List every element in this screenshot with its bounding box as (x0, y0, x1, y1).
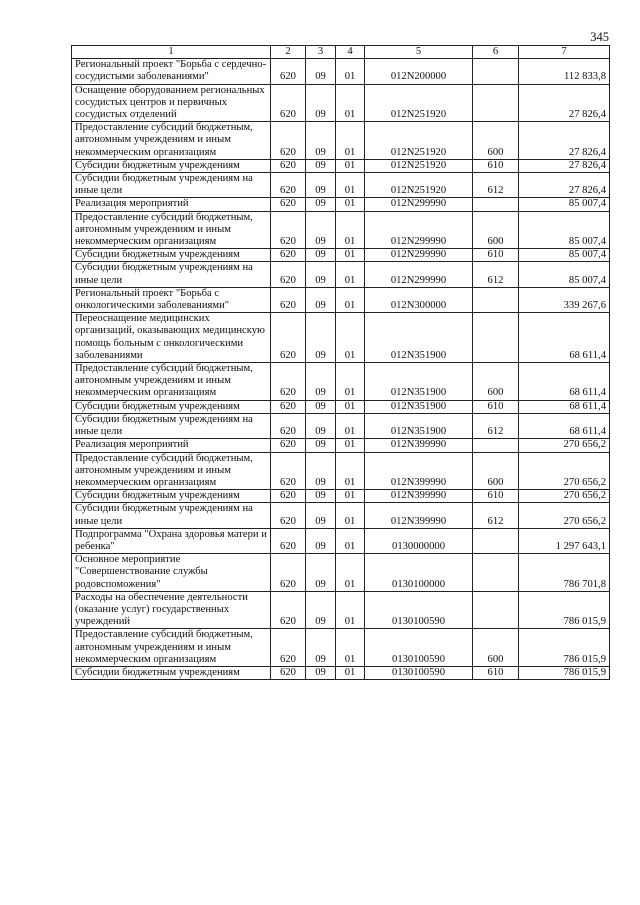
amount-cell: 786 015,9 (519, 666, 610, 679)
table-row (72, 363, 610, 401)
target-article-cell: 012N299990 (365, 211, 473, 249)
target-article-cell: 012N399990 (365, 490, 473, 503)
amount-cell: 786 701,8 (519, 554, 610, 592)
section-code-cell: 09 (306, 59, 336, 84)
subsection-code-cell: 01 (336, 59, 365, 84)
expense-type-cell: 612 (473, 262, 519, 287)
expense-type-cell (473, 554, 519, 592)
subsection-code-cell: 01 (336, 490, 365, 503)
amount-cell: 27 826,4 (519, 159, 610, 172)
subsection-code-cell: 01 (336, 173, 365, 198)
section-code-cell: 09 (306, 591, 336, 629)
table-row (72, 413, 610, 438)
target-article-cell: 012N351900 (365, 313, 473, 363)
row-name-cell: Предоставление субсидий бюджетным, автономным учреждениям и иным некоммерческим организациям (72, 122, 271, 160)
section-code-cell: 09 (306, 400, 336, 413)
section-code-cell: 09 (306, 287, 336, 312)
expense-type-cell: 600 (473, 211, 519, 249)
ministry-code-cell: 620 (271, 59, 306, 84)
table-row (72, 262, 610, 287)
subsection-code-cell: 01 (336, 249, 365, 262)
expense-type-cell (473, 84, 519, 122)
amount-cell: 68 611,4 (519, 400, 610, 413)
subsection-code-cell: 01 (336, 439, 365, 452)
amount-cell: 27 826,4 (519, 173, 610, 198)
subsection-code-cell: 01 (336, 591, 365, 629)
target-article-cell: 012N351900 (365, 413, 473, 438)
amount-cell: 1 297 643,1 (519, 528, 610, 553)
target-article-cell: 012N299990 (365, 198, 473, 211)
ministry-code-cell: 620 (271, 439, 306, 452)
subsection-code-cell: 01 (336, 363, 365, 401)
section-code-cell: 09 (306, 198, 336, 211)
row-name-cell: Подпрограмма "Охрана здоровья матери и ребенка" (72, 528, 271, 553)
expense-type-cell: 610 (473, 400, 519, 413)
section-code-cell: 09 (306, 629, 336, 667)
expense-type-cell (473, 528, 519, 553)
table-row (72, 159, 610, 172)
subsection-code-cell: 01 (336, 122, 365, 160)
section-code-cell: 09 (306, 452, 336, 490)
subsection-code-cell: 01 (336, 211, 365, 249)
subsection-code-cell: 01 (336, 413, 365, 438)
amount-cell: 27 826,4 (519, 84, 610, 122)
table-row (72, 528, 610, 553)
amount-cell: 85 007,4 (519, 198, 610, 211)
header-cell: 6 (473, 46, 519, 59)
row-name-cell: Региональный проект "Борьба с сердечно-сосудистыми заболеваниями" (72, 59, 271, 84)
subsection-code-cell: 01 (336, 287, 365, 312)
section-code-cell: 09 (306, 666, 336, 679)
ministry-code-cell: 620 (271, 159, 306, 172)
subsection-code-cell: 01 (336, 262, 365, 287)
amount-cell: 270 656,2 (519, 439, 610, 452)
table-row (72, 59, 610, 84)
table-row (72, 503, 610, 528)
target-article-cell: 012N399990 (365, 452, 473, 490)
subsection-code-cell: 01 (336, 503, 365, 528)
table-row (72, 554, 610, 592)
subsection-code-cell: 01 (336, 666, 365, 679)
expense-type-cell (473, 591, 519, 629)
header-cell: 7 (519, 46, 610, 59)
expense-type-cell: 612 (473, 413, 519, 438)
expense-type-cell: 612 (473, 173, 519, 198)
section-code-cell: 09 (306, 413, 336, 438)
ministry-code-cell: 620 (271, 528, 306, 553)
row-name-cell: Предоставление субсидий бюджетным, автономным учреждениям и иным некоммерческим организациям (72, 363, 271, 401)
table-row (72, 629, 610, 667)
target-article-cell: 012N351900 (365, 400, 473, 413)
table-row (72, 84, 610, 122)
ministry-code-cell: 620 (271, 262, 306, 287)
ministry-code-cell: 620 (271, 211, 306, 249)
target-article-cell: 012N399990 (365, 503, 473, 528)
ministry-code-cell: 620 (271, 400, 306, 413)
table-row (72, 400, 610, 413)
subsection-code-cell: 01 (336, 84, 365, 122)
subsection-code-cell: 01 (336, 400, 365, 413)
header-cell: 2 (271, 46, 306, 59)
section-code-cell: 09 (306, 439, 336, 452)
row-name-cell: Предоставление субсидий бюджетным, автономным учреждениям и иным некоммерческим организациям (72, 211, 271, 249)
ministry-code-cell: 620 (271, 591, 306, 629)
row-name-cell: Субсидии бюджетным учреждениям (72, 159, 271, 172)
expense-type-cell (473, 313, 519, 363)
ministry-code-cell: 620 (271, 363, 306, 401)
amount-cell: 68 611,4 (519, 363, 610, 401)
table-row (72, 198, 610, 211)
table-row (72, 490, 610, 503)
amount-cell: 27 826,4 (519, 122, 610, 160)
subsection-code-cell: 01 (336, 452, 365, 490)
page-number: 345 (590, 30, 609, 44)
subsection-code-cell: 01 (336, 198, 365, 211)
subsection-code-cell: 01 (336, 554, 365, 592)
row-name-cell: Субсидии бюджетным учреждениям (72, 490, 271, 503)
subsection-code-cell: 01 (336, 159, 365, 172)
ministry-code-cell: 620 (271, 313, 306, 363)
target-article-cell: 0130100590 (365, 591, 473, 629)
header-cell: 4 (336, 46, 365, 59)
subsection-code-cell: 01 (336, 629, 365, 667)
target-article-cell: 012N399990 (365, 439, 473, 452)
header-cell: 5 (365, 46, 473, 59)
table-row (72, 439, 610, 452)
ministry-code-cell: 620 (271, 666, 306, 679)
amount-cell: 270 656,2 (519, 490, 610, 503)
amount-cell: 85 007,4 (519, 211, 610, 249)
target-article-cell: 0130100590 (365, 666, 473, 679)
expense-type-cell: 610 (473, 159, 519, 172)
expense-type-cell: 600 (473, 452, 519, 490)
row-name-cell: Реализация мероприятий (72, 439, 271, 452)
expense-type-cell (473, 439, 519, 452)
row-name-cell: Расходы на обеспечение деятельности (оказание услуг) государственных учреждений (72, 591, 271, 629)
table-row (72, 173, 610, 198)
ministry-code-cell: 620 (271, 490, 306, 503)
header-cell: 3 (306, 46, 336, 59)
section-code-cell: 09 (306, 84, 336, 122)
row-name-cell: Субсидии бюджетным учреждениям (72, 249, 271, 262)
section-code-cell: 09 (306, 313, 336, 363)
row-name-cell: Предоставление субсидий бюджетным, автономным учреждениям и иным некоммерческим организациям (72, 629, 271, 667)
row-name-cell: Субсидии бюджетным учреждениям на иные цели (72, 503, 271, 528)
subsection-code-cell: 01 (336, 528, 365, 553)
ministry-code-cell: 620 (271, 198, 306, 211)
table-body (72, 59, 610, 680)
target-article-cell: 0130100000 (365, 554, 473, 592)
expense-type-cell (473, 198, 519, 211)
amount-cell: 68 611,4 (519, 413, 610, 438)
ministry-code-cell: 620 (271, 84, 306, 122)
header-row (72, 46, 610, 59)
amount-cell: 112 833,8 (519, 59, 610, 84)
amount-cell: 68 611,4 (519, 313, 610, 363)
table-row (72, 666, 610, 679)
table-row (72, 452, 610, 490)
row-name-cell: Переоснащение медицинских организаций, оказывающих медицинскую помощь больным с онкологическими заболеваниями (72, 313, 271, 363)
expense-type-cell: 600 (473, 629, 519, 667)
expense-type-cell: 600 (473, 122, 519, 160)
row-name-cell: Субсидии бюджетным учреждениям на иные цели (72, 413, 271, 438)
table-row (72, 122, 610, 160)
expense-type-cell: 612 (473, 503, 519, 528)
section-code-cell: 09 (306, 262, 336, 287)
header-cell: 1 (72, 46, 271, 59)
expense-type-cell: 610 (473, 249, 519, 262)
table-row (72, 211, 610, 249)
target-article-cell: 012N300000 (365, 287, 473, 312)
row-name-cell: Оснащение оборудованием региональных сосудистых центров и первичных сосудистых отделений (72, 84, 271, 122)
row-name-cell: Субсидии бюджетным учреждениям на иные цели (72, 173, 271, 198)
ministry-code-cell: 620 (271, 173, 306, 198)
amount-cell: 786 015,9 (519, 591, 610, 629)
expense-type-cell (473, 287, 519, 312)
row-name-cell: Предоставление субсидий бюджетным, автономным учреждениям и иным некоммерческим организациям (72, 452, 271, 490)
table-row (72, 287, 610, 312)
ministry-code-cell: 620 (271, 452, 306, 490)
section-code-cell: 09 (306, 211, 336, 249)
target-article-cell: 012N251920 (365, 173, 473, 198)
target-article-cell: 012N251920 (365, 159, 473, 172)
ministry-code-cell: 620 (271, 413, 306, 438)
target-article-cell: 012N299990 (365, 249, 473, 262)
ministry-code-cell: 620 (271, 249, 306, 262)
amount-cell: 339 267,6 (519, 287, 610, 312)
section-code-cell: 09 (306, 249, 336, 262)
amount-cell: 786 015,9 (519, 629, 610, 667)
section-code-cell: 09 (306, 173, 336, 198)
target-article-cell: 012N200000 (365, 59, 473, 84)
row-name-cell: Основное мероприятие "Совершенствование службы родовспоможения" (72, 554, 271, 592)
row-name-cell: Субсидии бюджетным учреждениям (72, 400, 271, 413)
target-article-cell: 0130100590 (365, 629, 473, 667)
ministry-code-cell: 620 (271, 287, 306, 312)
amount-cell: 270 656,2 (519, 503, 610, 528)
expense-type-cell: 610 (473, 490, 519, 503)
target-article-cell: 012N251920 (365, 122, 473, 160)
expense-type-cell: 600 (473, 363, 519, 401)
section-code-cell: 09 (306, 122, 336, 160)
expense-type-cell: 610 (473, 666, 519, 679)
section-code-cell: 09 (306, 503, 336, 528)
section-code-cell: 09 (306, 159, 336, 172)
row-name-cell: Субсидии бюджетным учреждениям (72, 666, 271, 679)
amount-cell: 85 007,4 (519, 249, 610, 262)
table-row (72, 249, 610, 262)
section-code-cell: 09 (306, 490, 336, 503)
target-article-cell: 012N351900 (365, 363, 473, 401)
amount-cell: 85 007,4 (519, 262, 610, 287)
row-name-cell: Реализация мероприятий (72, 198, 271, 211)
target-article-cell: 012N251920 (365, 84, 473, 122)
section-code-cell: 09 (306, 554, 336, 592)
ministry-code-cell: 620 (271, 629, 306, 667)
ministry-code-cell: 620 (271, 122, 306, 160)
subsection-code-cell: 01 (336, 313, 365, 363)
row-name-cell: Субсидии бюджетным учреждениям на иные цели (72, 262, 271, 287)
section-code-cell: 09 (306, 528, 336, 553)
ministry-code-cell: 620 (271, 503, 306, 528)
expense-type-cell (473, 59, 519, 84)
target-article-cell: 0130000000 (365, 528, 473, 553)
table-row (72, 591, 610, 629)
target-article-cell: 012N299990 (365, 262, 473, 287)
table-row (72, 313, 610, 363)
ministry-code-cell: 620 (271, 554, 306, 592)
section-code-cell: 09 (306, 363, 336, 401)
row-name-cell: Региональный проект "Борьба с онкологическими заболеваниями" (72, 287, 271, 312)
amount-cell: 270 656,2 (519, 452, 610, 490)
budget-table (71, 45, 610, 680)
